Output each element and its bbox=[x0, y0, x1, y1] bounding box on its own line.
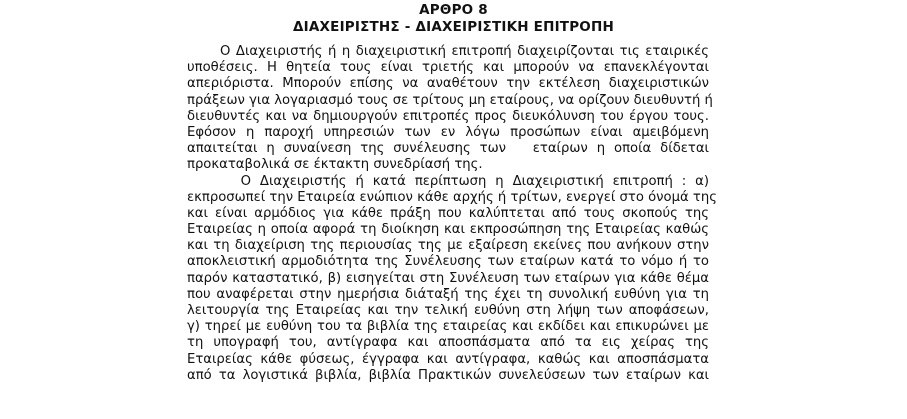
body-line: που αναφέρεται στην ημερήσια διάταξή της έχει τη συνολική ευθύνη για τη bbox=[187, 286, 709, 302]
article-body bbox=[187, 44, 717, 384]
body-line: Ο Διαχειριστής ή κατά περίπτωση η Διαχειριστική επιτροπή : α) bbox=[187, 173, 709, 189]
body-line: λειτουργία της Εταιρείας και την τελική ευθύνη στη λήψη των αποφάσεων, bbox=[187, 303, 709, 318]
body-line: Εταιρείας η οποία αφορά τη διοίκηση και εκπροσώπηση της Εταιρείας καθώς bbox=[187, 222, 709, 238]
body-line: υποθέσεις. Η θητεία τους είναι τριετής και μπορούν να επανεκλέγονται bbox=[187, 60, 709, 76]
body-line: πράξεων για λογαριασμό τους σε τρίτους μη εταίρους, να ορίζουν διευθυντή ή bbox=[187, 92, 713, 108]
body-line: διευθυντές και να δημιουργούν επιτροπές προς διευκόλυνση του έργου τους. bbox=[187, 108, 709, 124]
body-line: Εταιρείας κάθε φύσεως, έγγραφα και αντίγραφα, καθώς και αποσπάσματα bbox=[187, 351, 709, 367]
body-line: εκπροσωπεί την Εταιρεία ενώπιον κάθε αρχής ή τρίτων, ενεργεί στο όνομά της bbox=[187, 189, 717, 205]
body-line: προκαταβολικά σε έκτακτη συνεδρίασή της. bbox=[187, 157, 483, 173]
body-line: απεριόριστα. Μπορούν επίσης να αναθέτουν την εκτέλεση διαχειριστικών bbox=[187, 76, 709, 92]
body-line: τη υπογραφή του, αντίγραφα και αποσπάσματα από τα εις χείρας της bbox=[187, 335, 709, 351]
body-line: και τη διαχείριση της περιουσίας της με εξαίρεση εκείνες που ανήκουν στην bbox=[187, 238, 709, 254]
body-line: παρόν καταστατικό, β) εισηγείται στη Συνέλευση των εταίρων για κάθε θέμα bbox=[187, 270, 709, 286]
body-line: Εφόσον η παροχή υπηρεσιών των εν λόγω προσώπων είναι αμειβόμενη bbox=[187, 124, 709, 140]
body-line: αποκλειστική αρμοδιότητα της Συνέλευσης των εταίρων κατά το νόμο ή το bbox=[187, 254, 709, 270]
article-subtitle: ΔΙΑΧΕΙΡΙΣΤΗΣ - ΔΙΑΧΕΙΡΙΣΤΙΚΗ ΕΠΙΤΡΟΠΗ bbox=[293, 19, 614, 35]
body-line: Ο Διαχειριστής ή η διαχειριστική επιτροπή διαχειρίζονται τις εταιρικές bbox=[187, 44, 709, 59]
body-line: απαιτείται η συναίνεση της συνέλευσης των εταίρων η οποία δίδεται bbox=[187, 141, 709, 157]
body-line: και είναι αρμόδιος για κάθε πράξη που καλύπτεται από τους σκοπούς της bbox=[187, 205, 709, 221]
article-title: ΑΡΘΡΟ 8 bbox=[419, 2, 488, 18]
body-line: γ) τηρεί με ευθύνη του τα βιβλία της εταιρείας και εκδίδει και επικυρώνει με bbox=[187, 319, 709, 335]
body-line: από τα λογιστικά βιβλία, βιβλία Πρακτικών συνελεύσεων των εταίρων και bbox=[187, 367, 709, 383]
